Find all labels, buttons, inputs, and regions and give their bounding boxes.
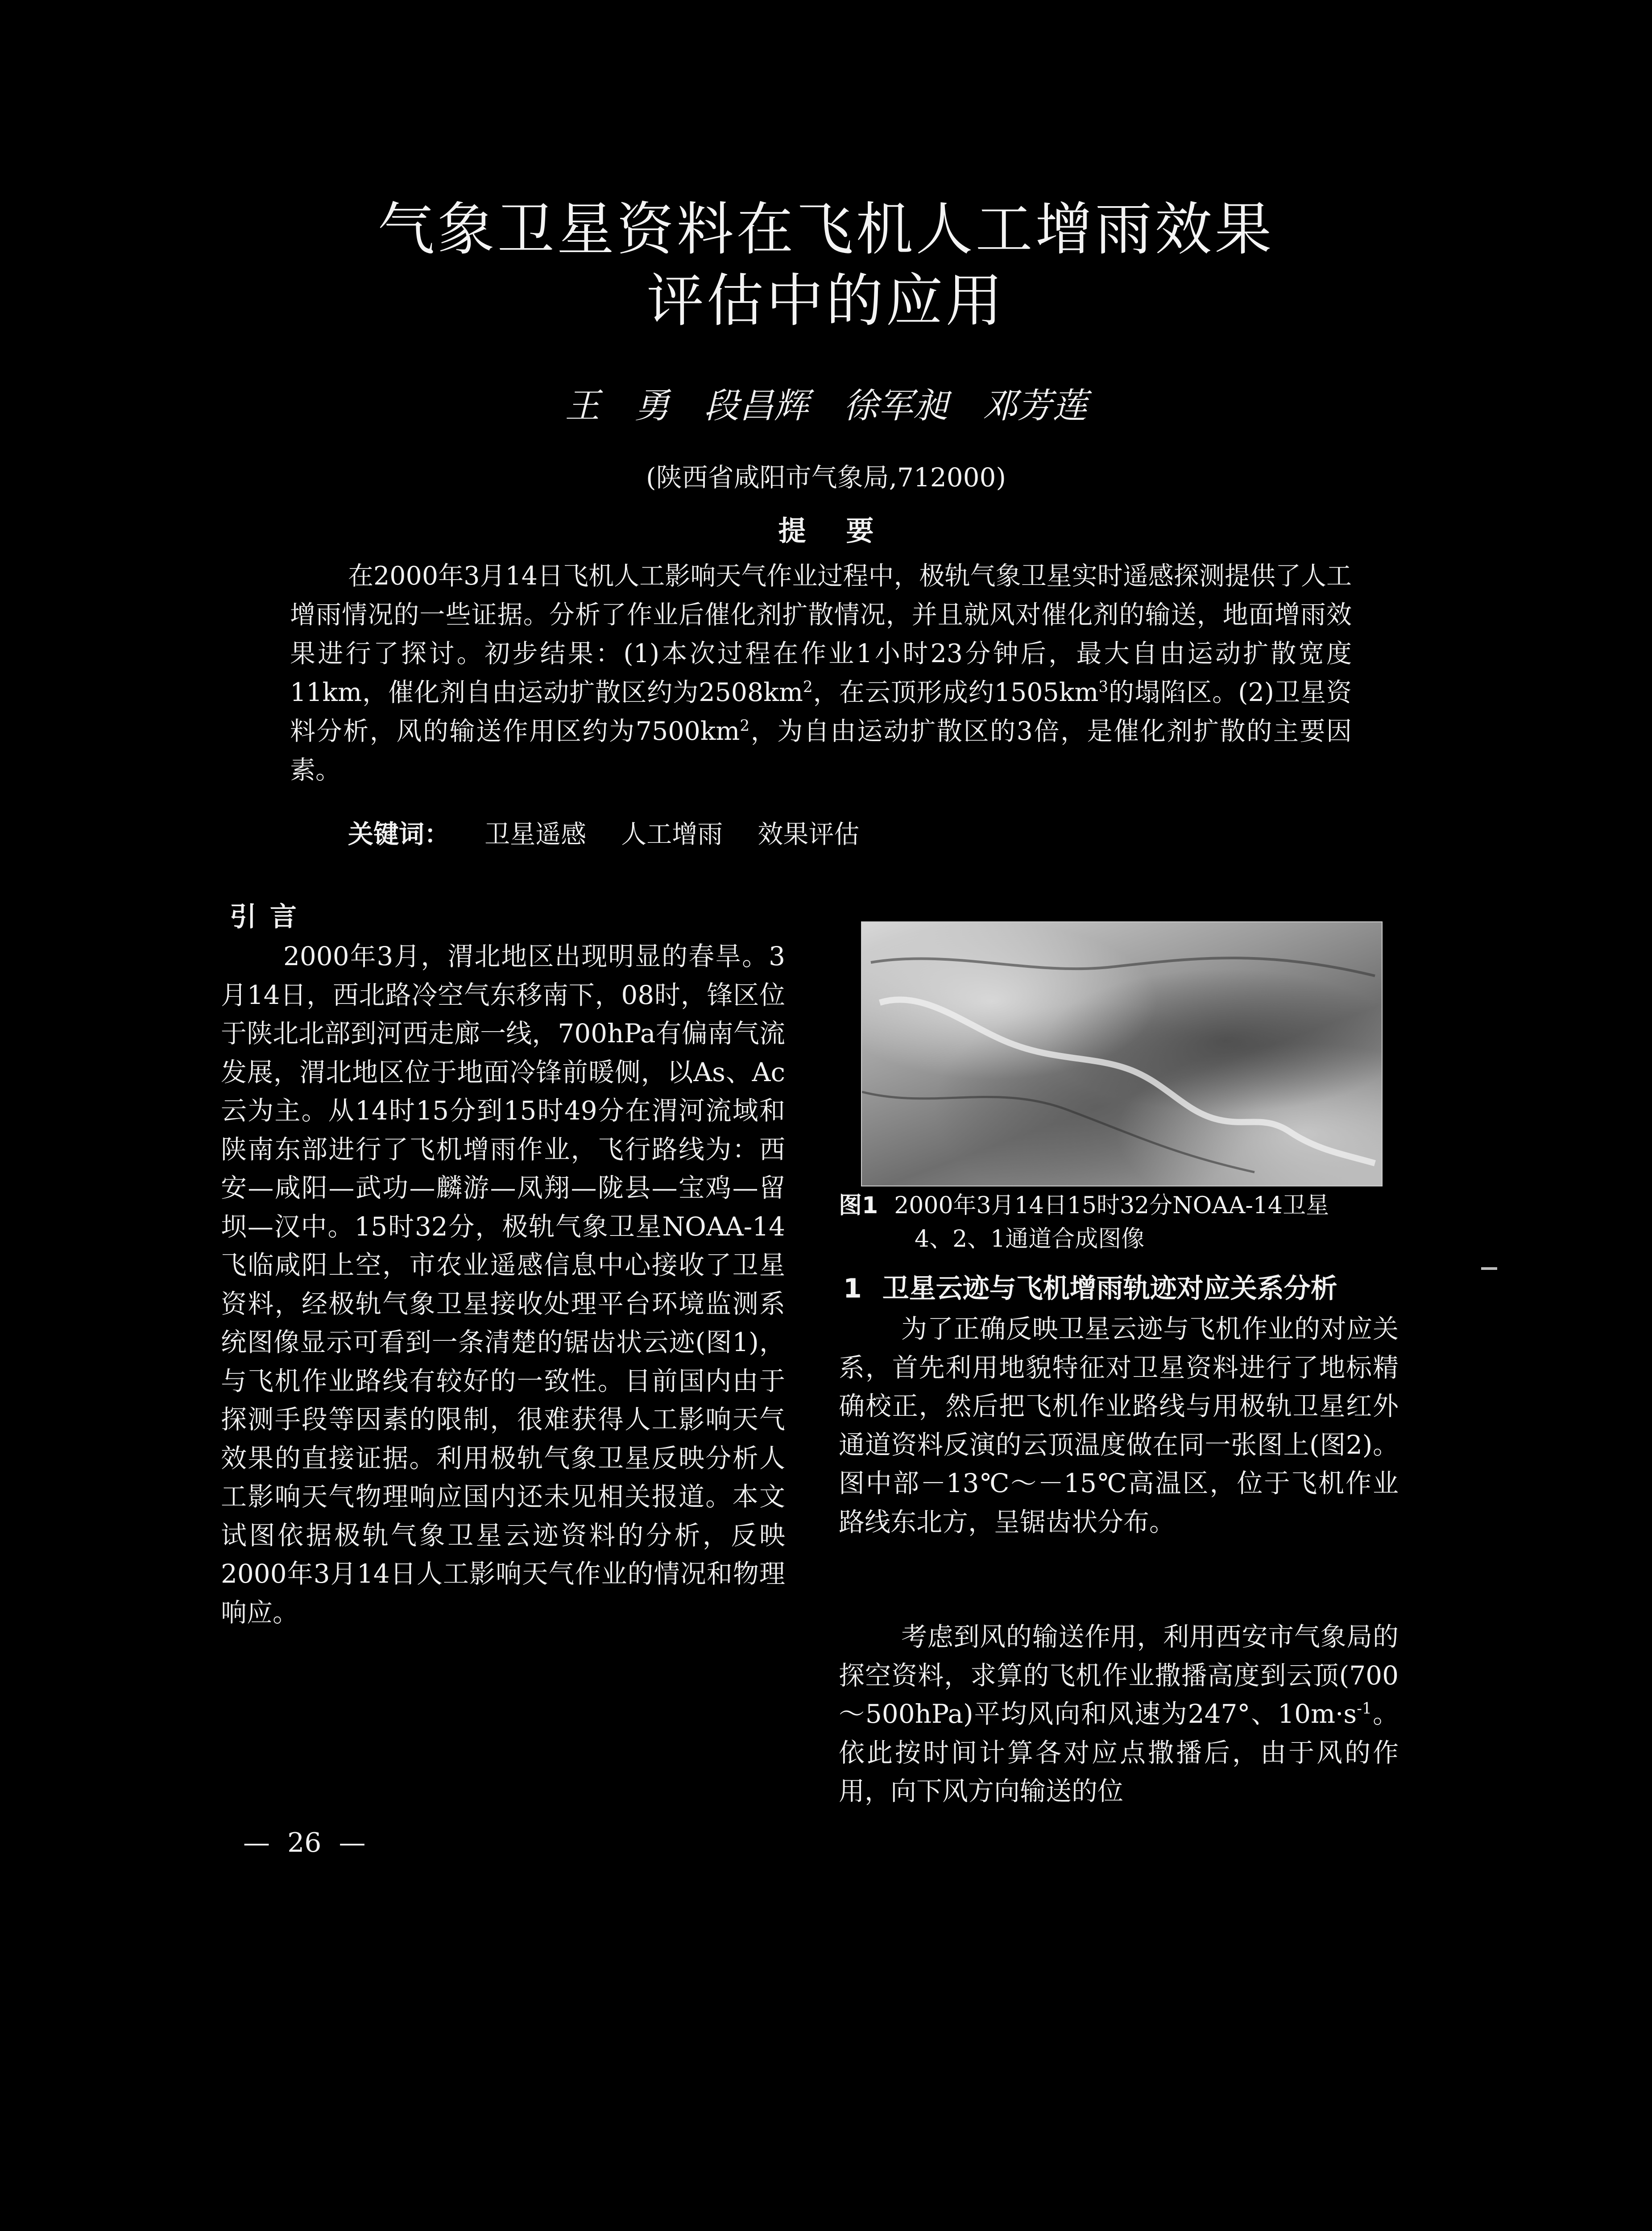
section-1-title: 卫星云迹与飞机增雨轨迹对应关系分析 [882, 1273, 1337, 1304]
keyword-3: 效果评估 [758, 820, 860, 849]
terrain-line-2 [862, 1092, 1255, 1172]
affiliation: (陕西省咸阳市气象局,712000) [646, 462, 1006, 493]
section-1-paragraph-2-sup: -1 [1357, 1700, 1372, 1718]
abstract-body [290, 557, 1352, 790]
section-1-paragraph-2-text-1: 考虑到风的输送作用，利用西安市气象局的探空资料，求算的飞机作业撒播高度到云顶(700～500hPa)平均风向和风速为247°、10m·s [839, 1621, 1399, 1729]
figure-1-caption-line-2: 4、2、1通道合成图像 [915, 1226, 1145, 1252]
section-1-paragraph-1: 为了正确反映卫星云迹与飞机作业的对应关系，首先利用地貌特征对卫星资料进行了地标精确校正，然后把飞机作业路线与用极轨卫星红外通道资料反演的云顶温度做在同一张图上(图2)。图中部－13℃～－15℃高温区，位于飞机作业路线东北方，呈锯齿状分布。 [839, 1314, 1399, 1537]
edge-mark [1481, 1267, 1497, 1270]
section-1-heading [843, 1271, 1337, 1306]
keyword-2: 人工增雨 [621, 820, 723, 849]
keyword-1: 卫星遥感 [484, 820, 587, 849]
abstract-text-2: ，在云顶形成约1505km [812, 678, 1099, 707]
figure-1-caption [839, 1189, 1414, 1256]
terrain-line-1 [871, 958, 1375, 976]
cloud-trail-line [880, 999, 1375, 1163]
satellite-image [861, 921, 1383, 1186]
section-1-paragraph-2 [839, 1617, 1399, 1811]
abstract-heading: 提要 [778, 514, 914, 547]
abstract-text-1: 在2000年3月14日飞机人工影响天气作业过程中，极轨气象卫星实时遥感探测提供了人工增雨情况的一些证据。分析了作业后催化剂扩散情况，并且就风对催化剂的输送，地面增雨效果进行了探讨。初步结果：(1)本次过程在作业1小时23分钟后，最大自由运动扩散宽度11km，催化剂自由运动扩散区约为2508km [290, 561, 1352, 707]
title-line-1: 气象卫星资料在飞机人工增雨效果 [377, 196, 1275, 263]
section-1-number: 1 [843, 1273, 862, 1304]
abstract-sup-1: 2 [803, 678, 813, 696]
keywords [348, 817, 1329, 852]
abstract-text-4: ，为自由运动扩散区的3倍，是催化剂扩散的主要因素。 [290, 717, 1352, 785]
intro-heading: 引言 [230, 901, 310, 933]
cloud-trail-graphic [862, 922, 1382, 1186]
keywords-label: 关键词： [348, 820, 450, 849]
abstract-sup-2: 3 [1098, 678, 1109, 696]
title-line-2: 评估中的应用 [646, 268, 1006, 334]
figure-1-caption-line-1: 2000年3月14日15时32分NOAA-14卫星 [894, 1192, 1329, 1219]
abstract-sup-3: 2 [740, 717, 750, 735]
authors: 王 勇 段昌辉 徐军昶 邓芳莲 [565, 386, 1087, 426]
section-1-paragraph-2-text-2: 。依此按时间计算各对应点撒播后，由于风的作用，向下风方向输送的位 [839, 1699, 1399, 1806]
figure-1-label: 图1 [839, 1192, 878, 1219]
intro-body: 2000年3月，渭北地区出现明显的春旱。3月14日，西北路冷空气东移南下，08时，锋区位于陕北北部到河西走廊一线，700hPa有偏南气流发展，渭北地区位于地面冷锋前暖侧，以As、Ac云为主。从14时15分到15时49分在渭河流域和陕南东部进行了飞机增雨作业，飞行路线为：西安—咸阳—武功—麟游—凤翔—陇县—宝鸡—留坝—汉中。15时32分，极轨气象卫星NOAA-14飞临咸阳上空，市农业遥感信息中心接收了卫星资料，经极轨气象卫星接收处理平台环境监测系统图像显示可看到一条清楚的锯齿状云迹(图1)，与飞机作业路线有较好的一致性。目前国内由于探测手段等因素的限制，很难获得人工影响天气效果的直接证据。利用极轨气象卫星反映分析人工影响天气物理响应国内还未见相关报道。本文试图依据极轨气象卫星云迹资料的分析，反映2000年3月14日人工影响天气作业的情况和物理响应。 [221, 941, 785, 1628]
page-number: — 26 — [243, 1827, 366, 1858]
abstract-text-3: 的塌陷区。(2)卫星资料分析，风的输送作用区约为7500km [290, 678, 1352, 746]
